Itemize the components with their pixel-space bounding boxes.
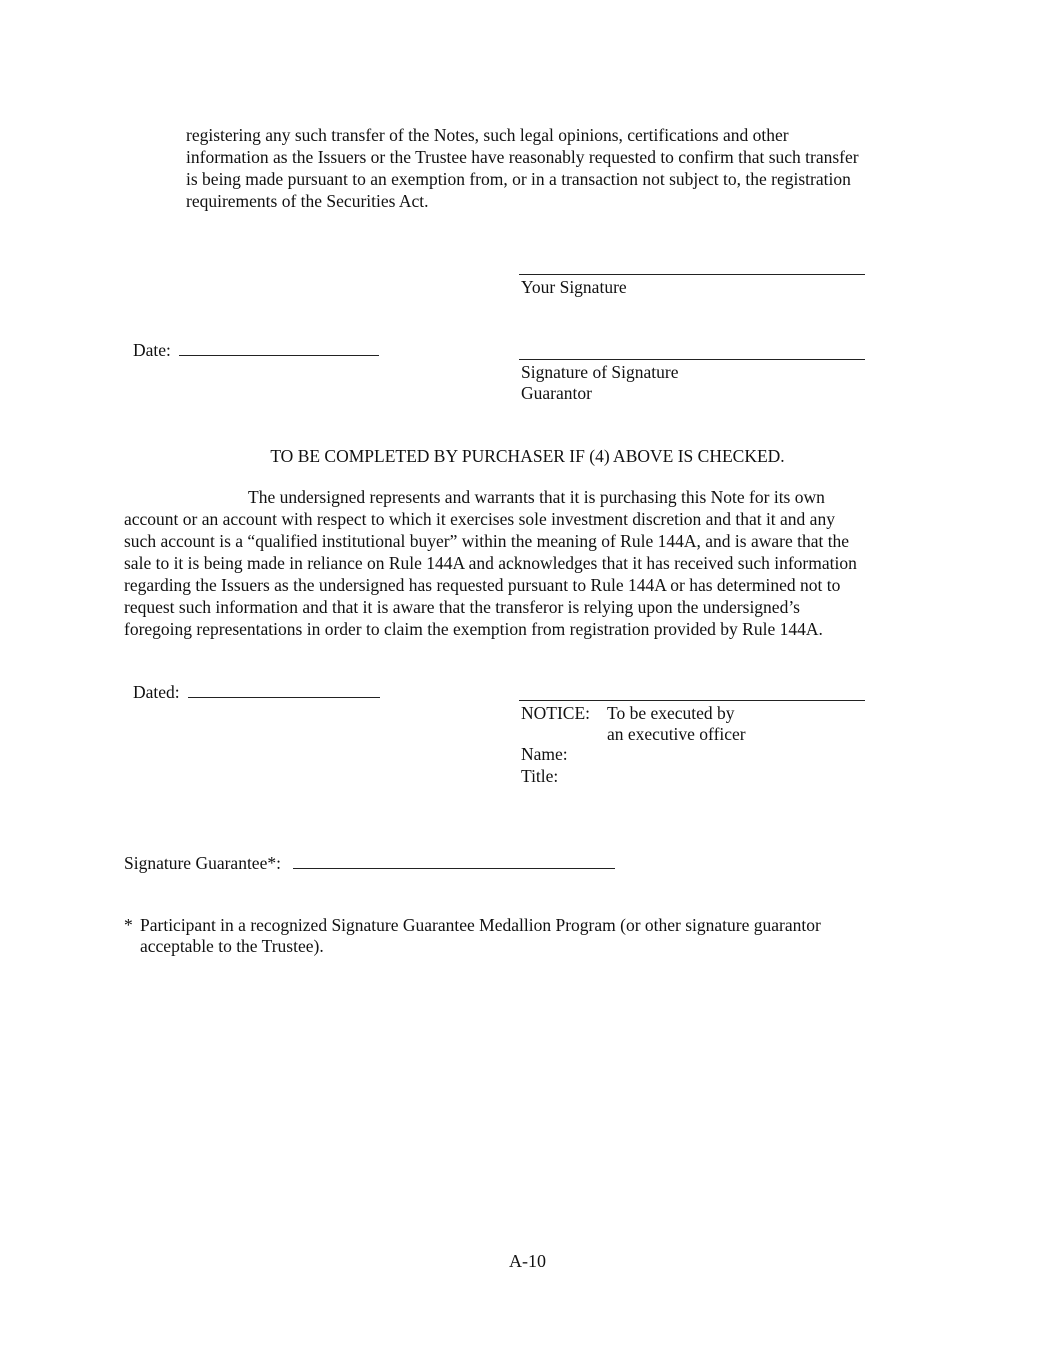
purchaser-signature-line[interactable]	[519, 700, 865, 701]
date-label: Date:	[133, 340, 171, 360]
paragraph-line: regarding the Issuers as the undersigned has requested pursuant to Rule 144A or has determined not to	[124, 575, 841, 595]
dated-field	[133, 681, 380, 703]
paragraph-line: such account is a “qualified institutional buyer” within the meaning of Rule 144A, and is aware that the	[124, 531, 850, 551]
signature-guarantee-field	[124, 852, 615, 874]
footnote-marker: *	[124, 915, 133, 935]
paragraph-line: requirements of the Securities Act.	[186, 191, 429, 211]
signature-guarantee-label: Signature Guarantee*:	[124, 853, 281, 873]
date-blank[interactable]	[179, 341, 379, 356]
purchaser-paragraph	[124, 486, 944, 640]
dated-label: Dated:	[133, 682, 180, 702]
paragraph-line: is being made pursuant to an exemption from, or in a transaction not subject to, the registration	[186, 169, 851, 189]
paragraph-line: information as the Issuers or the Trustee have reasonably requested to confirm that such transfer	[186, 147, 859, 167]
guarantor-signature-line[interactable]	[519, 359, 865, 360]
your-signature-label: Your Signature	[521, 277, 627, 297]
notice-text-line2: an executive officer	[607, 724, 746, 744]
footnote-line2: acceptable to the Trustee).	[140, 936, 324, 956]
notice-label: NOTICE:	[521, 703, 591, 723]
guarantor-label-line2: Guarantor	[521, 383, 592, 403]
paragraph-line: registering any such transfer of the Notes, such legal opinions, certifications and other	[186, 125, 789, 145]
paragraph-line: request such information and that it is aware that the transferor is relying upon the undersigned’s	[124, 597, 800, 617]
paragraph-line: sale to it is being made in reliance on Rule 144A and acknowledges that it has received such information	[124, 553, 857, 573]
your-signature-line[interactable]	[519, 274, 865, 275]
dated-blank[interactable]	[188, 683, 380, 698]
name-label: Name:	[521, 744, 568, 764]
title-label: Title:	[521, 766, 559, 786]
purchaser-heading: TO BE COMPLETED BY PURCHASER IF (4) ABOVE IS CHECKED.	[270, 446, 785, 466]
continuation-paragraph	[186, 124, 946, 212]
date-field	[133, 339, 379, 361]
signature-guarantee-blank[interactable]	[293, 854, 615, 869]
paragraph-line: account or an account with respect to which it exercises sole investment discretion and that it and any	[124, 509, 835, 529]
notice-text-line1: To be executed by	[607, 703, 735, 723]
paragraph-line: The undersigned represents and warrants that it is purchasing this Note for its own	[248, 487, 825, 507]
footnote-line1: Participant in a recognized Signature Guarantee Medallion Program (or other signature guarantor	[140, 915, 821, 935]
page-number: A-10	[509, 1251, 546, 1271]
guarantor-label-line1: Signature of Signature	[521, 362, 679, 382]
paragraph-line: foregoing representations in order to claim the exemption from registration provided by Rule 144A.	[124, 619, 823, 639]
